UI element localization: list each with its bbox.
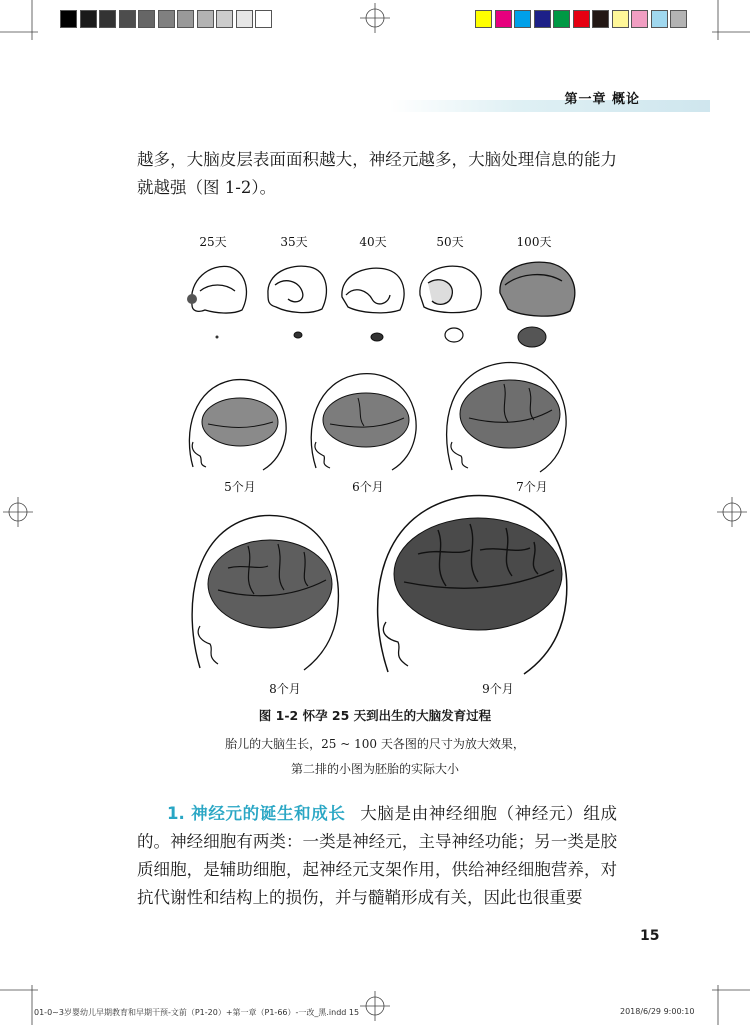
label-7-months: 7个月 — [516, 480, 548, 494]
embryo-drawings-row — [170, 255, 590, 355]
label-9-months: 9个月 — [482, 682, 514, 696]
head-6-months — [298, 368, 423, 478]
registration-mark-left — [3, 497, 33, 527]
head-8-months — [178, 508, 343, 678]
figure-title: 图 1-2 怀孕 25 天到出生的大脑发育过程 — [258, 708, 492, 723]
label-35-days: 35天 — [280, 235, 308, 249]
label-40-days: 40天 — [359, 235, 387, 249]
calibration-swatch — [573, 10, 590, 28]
section-text: 大脑是由神经细胞（神经元）组成的。神经细胞有两类：一类是神经元，主导神经功能；另一类是胶质细胞，是辅助细胞，起神经元支架作用，供给神经细胞营养，对抗代谢性和结构上的损伤，并与髓鞘形成有关，因此也很重要 — [137, 804, 617, 907]
calibration-swatch — [216, 10, 233, 28]
calibration-swatch — [158, 10, 175, 28]
figure-caption-line-1: 胎儿的大脑生长，25 ~ 100 天各图的尺寸为放大效果， — [225, 737, 525, 751]
calibration-swatch — [255, 10, 272, 28]
registration-mark-top — [360, 3, 390, 33]
embryo-100-days — [500, 262, 575, 316]
slug-timestamp: 2018/6/29 9:00:10 — [620, 1007, 695, 1016]
calibration-swatch — [495, 10, 512, 28]
embryo-35-days — [268, 266, 327, 312]
registration-mark-bottom — [360, 991, 390, 1021]
label-8-months: 8个月 — [269, 682, 301, 696]
calibration-swatch — [177, 10, 194, 28]
calibration-swatch — [119, 10, 136, 28]
calibration-swatch — [612, 10, 629, 28]
calibration-swatch — [197, 10, 214, 28]
paragraph-continued: 越多，大脑皮层表面面积越大，神经元越多，大脑处理信息的能力就越强（图 1-2）。 — [137, 150, 617, 197]
calibration-swatch — [514, 10, 531, 28]
page-number: 15 — [640, 928, 660, 944]
calibration-swatch — [592, 10, 609, 28]
embryo-25-days — [192, 266, 247, 313]
label-50-days: 50天 — [436, 235, 464, 249]
header-gradient-bar — [390, 100, 710, 112]
calibration-swatch — [475, 10, 492, 28]
registration-mark-right — [717, 497, 747, 527]
slug-file-info: 01-0~3岁婴幼儿早期教育和早期干预-文前（P1-20）+第一章（P1-66）-一改_黑.indd 15 — [34, 1008, 360, 1017]
chapter-header: 第一章 概论 — [564, 92, 640, 107]
calibration-swatch — [236, 10, 253, 28]
calibration-swatch — [80, 10, 97, 28]
head-7-months — [434, 358, 572, 478]
figure-caption-line-2: 第二排的小图为胚胎的实际大小 — [290, 762, 459, 776]
label-100-days: 100天 — [516, 235, 552, 249]
calibration-swatch — [60, 10, 77, 28]
calibration-swatch — [631, 10, 648, 28]
calibration-swatch — [534, 10, 551, 28]
head-9-months — [360, 490, 575, 680]
head-5-months — [178, 372, 293, 477]
section-heading: 1. 神经元的诞生和成长 — [167, 804, 346, 823]
calibration-swatch — [651, 10, 668, 28]
section-paragraph — [137, 800, 617, 912]
calibration-swatch — [99, 10, 116, 28]
calibration-swatch — [138, 10, 155, 28]
label-5-months: 5个月 — [224, 480, 256, 494]
calibration-swatch — [670, 10, 687, 28]
label-25-days: 25天 — [199, 235, 227, 249]
label-6-months: 6个月 — [352, 480, 384, 494]
calibration-swatch — [553, 10, 570, 28]
